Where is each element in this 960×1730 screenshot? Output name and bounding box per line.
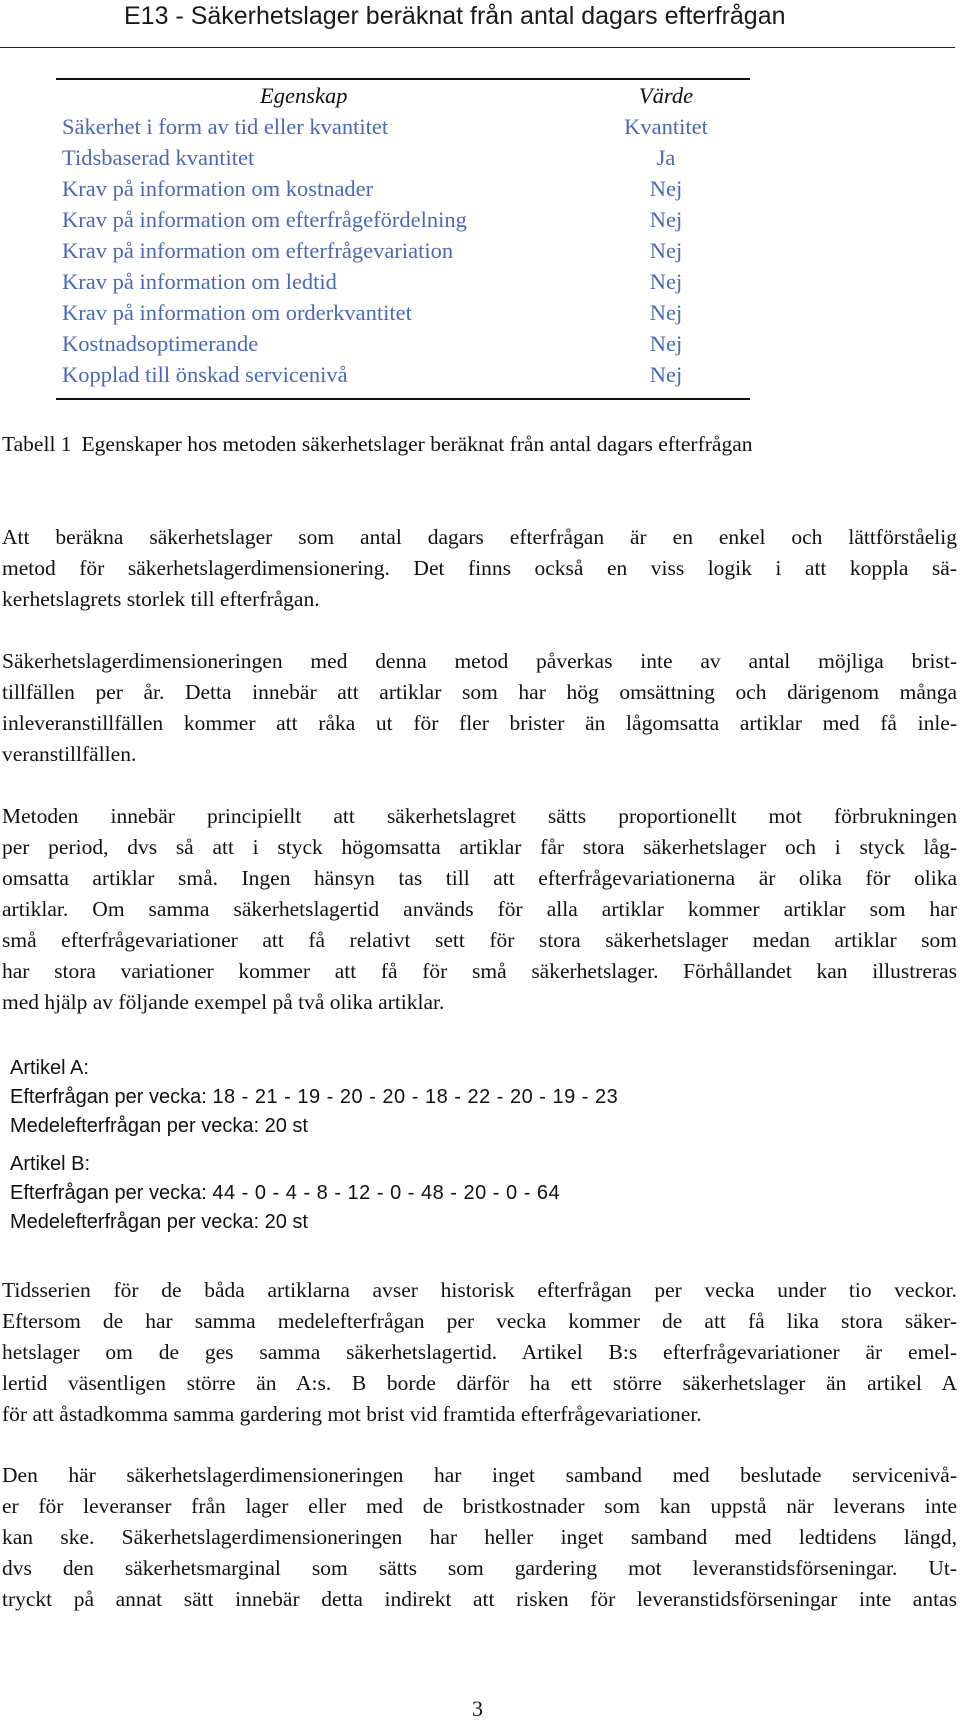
table-cell-value: Nej (649, 331, 683, 356)
article-mean-demand: Medelefterfrågan per vecka: 20 st (10, 1115, 308, 1137)
table-header-property: Egenskap (260, 83, 348, 108)
body-paragraph (2, 522, 957, 615)
paragraph-line: tillfällen per år. Detta innebär att artiklar som har hög omsättning och därigenom många (2, 680, 957, 704)
table-header-row (56, 81, 750, 111)
paragraph-line: artiklar. Om samma säkerhetslagertid används för alla artiklar kommer artiklar som har (2, 897, 957, 921)
table-row (56, 297, 750, 328)
properties-table (56, 78, 750, 400)
table-cell-property: Säkerhet i form av tid eller kvantitet (62, 114, 389, 139)
article-mean-demand: Medelefterfrågan per vecka: 20 st (10, 1211, 308, 1233)
paragraph-line: för att åstadkomma samma gardering mot brist vid framtida efterfrågevariationer. (2, 1402, 702, 1426)
paragraph-line: med hjälp av följande exempel på två olika artiklar. (2, 990, 445, 1014)
table-cell-property: Kopplad till önskad servicenivå (62, 362, 348, 387)
table-row (56, 328, 750, 359)
table-cell-property: Krav på information om efterfrågefördelning (62, 207, 467, 232)
paragraph-line: per period, dvs så att i styck högomsatta artiklar får stora säkerhetslager och i styck låg- (2, 835, 957, 859)
paragraph-line: er för leveranser från lager eller med de bristkostnader som kan uppstå när leverans inte (2, 1494, 957, 1518)
table-cell-property: Krav på information om orderkvantitet (62, 300, 412, 325)
article-demand-line (10, 1083, 618, 1112)
table-cell-property: Krav på information om efterfrågevariation (62, 238, 454, 263)
article-example-b (10, 1150, 560, 1237)
page-number: 3 (472, 1696, 483, 1721)
article-demand-line (10, 1179, 560, 1208)
header-divider (0, 47, 955, 48)
table-cell-property: Kostnadsoptimerande (62, 331, 259, 356)
table-cell-value: Nej (649, 300, 683, 325)
paragraph-line: metod för säkerhetslagerdimensionering. Det finns också en viss logik i att koppla sä- (2, 556, 957, 580)
table-cell-value: Nej (649, 238, 683, 263)
article-demand-series: 44 - 0 - 4 - 8 - 12 - 0 - 48 - 20 - 0 - 64 (212, 1182, 561, 1204)
paragraph-line: kerhetslagrets storlek till efterfrågan. (2, 587, 320, 611)
article-example-a (10, 1054, 618, 1141)
body-paragraph (2, 801, 957, 1018)
paragraph-line: har stora variationer kommer att få för små säkerhetslager. Förhållandet kan illustreras (2, 959, 957, 983)
paragraph-line: veranstillfällen. (2, 742, 137, 766)
page-header-title: E13 - Säkerhetslager beräknat från antal dagars efterfrågan (124, 2, 786, 30)
paragraph-line: kan ske. Säkerhetslagerdimensioneringen har heller inget samband med ledtidens längd, (2, 1525, 957, 1549)
paragraph-line: lertid väsentligen större än A:s. B borde därför ha ett större säkerhetslager än artikel A (2, 1371, 957, 1395)
paragraph-line: dvs den säkerhetsmarginal som sätts som gardering mot leveranstidsförseningar. Ut- (2, 1556, 957, 1580)
paragraph-line: inleveranstillfällen kommer att råka ut för fler brister än lågomsatta artiklar med få inle- (2, 711, 957, 735)
body-paragraph (2, 1460, 957, 1615)
paragraph-line: hetslager om de ges samma säkerhetslagertid. Artikel B:s efterfrågevariationer är emel- (2, 1340, 957, 1364)
table-cell-property: Tidsbaserad kvantitet (62, 145, 255, 170)
table-cell-value: Nej (649, 207, 683, 232)
paragraph-line: omsatta artiklar små. Ingen hänsyn tas till att efterfrågevariationerna är olika för olika (2, 866, 957, 890)
table-cell-value: Nej (649, 176, 683, 201)
table-row (56, 266, 750, 297)
table-row (56, 173, 750, 204)
table-caption-text: Egenskaper hos metoden säkerhetslager beräknat från antal dagars efterfrågan (81, 432, 753, 456)
body-paragraph (2, 646, 957, 770)
article-title: Artikel B: (10, 1153, 91, 1175)
table-caption-label: Tabell 1 (2, 432, 72, 456)
paragraph-line: Eftersom de har samma medelefterfrågan per vecka kommer de att få lika stora säker- (2, 1309, 957, 1333)
paragraph-line: Den här säkerhetslagerdimensioneringen har inget samband med beslutade servicenivå- (2, 1463, 957, 1487)
table-row (56, 359, 750, 390)
table-caption (2, 429, 753, 459)
article-title: Artikel A: (10, 1057, 89, 1079)
paragraph-line: Att beräkna säkerhetslager som antal dagars efterfrågan är en enkel och lättförståelig (2, 525, 957, 549)
table-cell-property: Krav på information om ledtid (62, 269, 337, 294)
paragraph-line: Metoden innebär principiellt att säkerhetslagret sätts proportionellt mot förbrukningen (2, 804, 957, 828)
table-cell-value: Kvantitet (624, 114, 708, 139)
table-header-value: Värde (638, 83, 694, 108)
body-paragraph (2, 1275, 957, 1430)
table-row (56, 111, 750, 142)
paragraph-line: små efterfrågevariationer att få relativt sett för stora säkerhetslager medan artiklar som (2, 928, 957, 952)
article-demand-series: 18 - 21 - 19 - 20 - 20 - 18 - 22 - 20 - 19 - 23 (212, 1086, 619, 1108)
table-cell-value: Ja (656, 145, 676, 170)
table-row (56, 204, 750, 235)
paragraph-line: Säkerhetslagerdimensioneringen med denna metod påverkas inte av antal möjliga brist- (2, 649, 957, 673)
table-cell-property: Krav på information om kostnader (62, 176, 374, 201)
article-demand-label: Efterfrågan per vecka: (10, 1086, 207, 1108)
table-cell-value: Nej (649, 362, 683, 387)
table-bottom-padding (56, 390, 750, 398)
table-cell-value: Nej (649, 269, 683, 294)
table-row (56, 142, 750, 173)
article-demand-label: Efterfrågan per vecka: (10, 1182, 207, 1204)
paragraph-line: Tidsserien för de båda artiklarna avser historisk efterfrågan per vecka under tio veckor. (2, 1278, 957, 1302)
table-row (56, 235, 750, 266)
paragraph-line: tryckt på annat sätt innebär detta indirekt att risken för leveranstidsförseningar inte antas (2, 1587, 957, 1611)
